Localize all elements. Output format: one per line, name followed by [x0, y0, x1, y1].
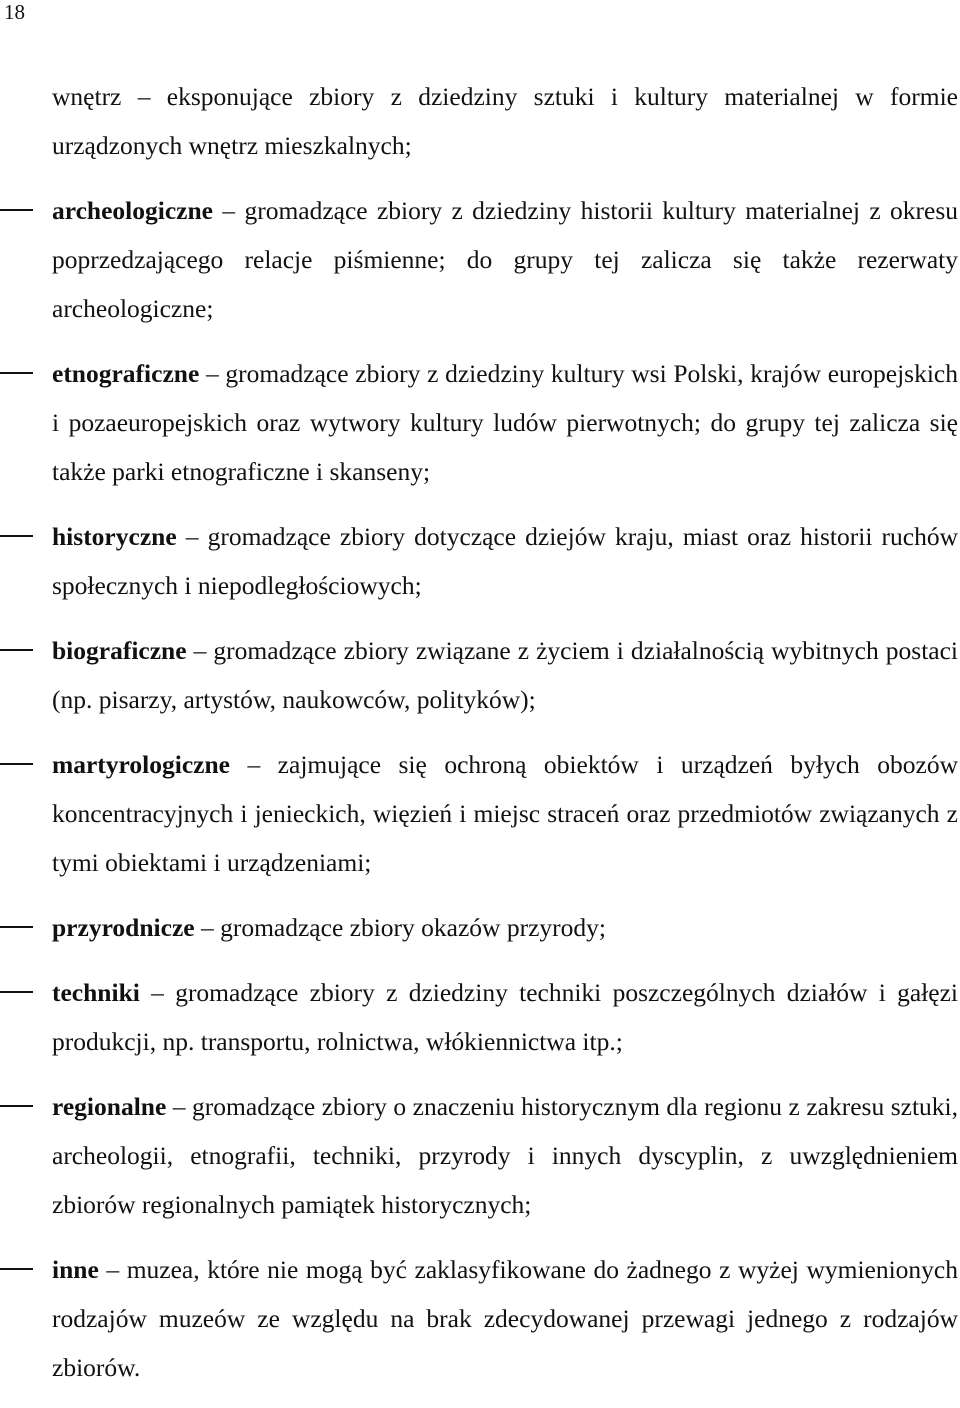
paragraph-text: wnętrz – eksponujące zbiory z dziedziny sztuki i kultury materialnej w formie urządzonych wnętrz mieszkalnych;	[52, 82, 958, 160]
list-item-inne	[52, 1245, 958, 1392]
list-item-techniki	[52, 968, 958, 1066]
dash-bullet	[0, 372, 33, 374]
paragraph-wnetrz	[52, 72, 958, 170]
list-item-biograficzne	[52, 626, 958, 724]
definition-text: – gromadzące zbiory z dziedziny techniki poszczególnych działów i gałęzi produkcji, np. transportu, rolnictwa, włókiennictwa itp.;	[52, 978, 958, 1056]
list-item-martyrologiczne	[52, 740, 958, 887]
dash-bullet	[0, 763, 33, 765]
term-label: martyrologiczne	[52, 750, 230, 779]
definition-text: – gromadzące zbiory dotyczące dziejów kraju, miast oraz historii ruchów społecznych i niepodległościowych;	[52, 522, 958, 600]
dash-bullet	[0, 991, 33, 993]
definition-text: – muzea, które nie mogą być zaklasyfikowane do żadnego z wyżej wymienionych rodzajów muzeów ze względu na brak zdecydowanej przewagi jednego z rodzajów zbiorów.	[52, 1255, 959, 1382]
term-label: historyczne	[52, 522, 177, 551]
dash-bullet	[0, 926, 33, 928]
dash-bullet	[0, 535, 33, 537]
term-label: inne	[52, 1255, 99, 1284]
term-label: techniki	[52, 978, 140, 1007]
dash-bullet	[0, 1105, 33, 1107]
definition-text: – zajmujące się ochroną obiektów i urządzeń byłych obozów koncentracyjnych i jenieckich, więzień i miejsc straceń oraz przedmiotów związanych z tymi obiektami i urządzeniami;	[52, 750, 959, 877]
list-item-archeologiczne	[52, 186, 958, 333]
term-label: przyrodnicze	[52, 913, 195, 942]
term-label: biograficzne	[52, 636, 187, 665]
list-item-przyrodnicze	[52, 903, 958, 952]
definition-text: – gromadzące zbiory związane z życiem i działalnością wybitnych postaci (np. pisarzy, artystów, naukowców, polityków);	[52, 636, 959, 714]
definition-text: – gromadzące zbiory o znaczeniu historycznym dla regionu z zakresu sztuki, archeologii, etnografii, techniki, przyrody i innych dyscyplin, z uwzględnieniem zbiorów regionalnych pamiątek historycznych;	[52, 1092, 958, 1219]
definition-text: – gromadzące zbiory okazów przyrody;	[200, 913, 606, 942]
list-item-etnograficzne	[52, 349, 958, 496]
dash-bullet	[0, 1268, 33, 1270]
definition-text: – gromadzące zbiory z dziedziny kultury wsi Polski, krajów europejskich i pozaeuropejskich oraz wytwory kultury ludów pierwotnych; do grupy tej zalicza się także parki etnograficzne i skanseny;	[52, 359, 958, 486]
definition-text: – gromadzące zbiory z dziedziny historii kultury materialnej z okresu poprzedzającego relacje piśmienne; do grupy tej zalicza się także rezerwaty archeologiczne;	[52, 196, 958, 323]
term-label: etnograficzne	[52, 359, 200, 388]
dash-bullet	[0, 649, 33, 651]
term-label: archeologiczne	[52, 196, 213, 225]
document-body	[52, 72, 958, 1408]
dash-bullet	[0, 209, 33, 211]
list-item-historyczne	[52, 512, 958, 610]
page-number: 18	[4, 0, 25, 24]
term-label: regionalne	[52, 1092, 167, 1121]
list-item-regionalne	[52, 1082, 958, 1229]
